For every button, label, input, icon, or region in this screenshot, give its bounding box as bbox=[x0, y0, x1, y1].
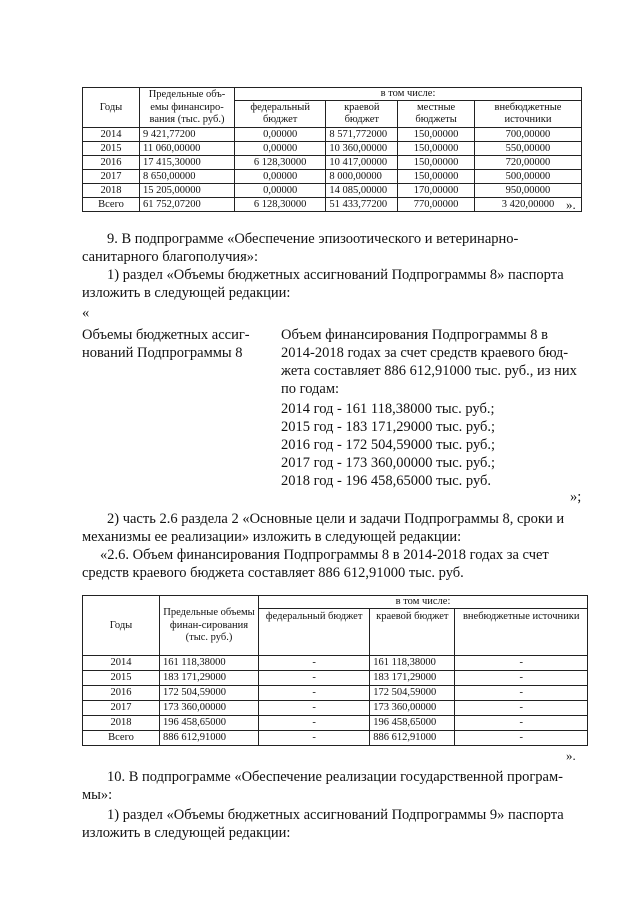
para-9-line2: санитарного благополучия»: bbox=[82, 249, 259, 265]
cell-year: 2014 bbox=[83, 128, 140, 142]
cell-value: 11 060,00000 bbox=[140, 142, 235, 156]
cell-value: 161 118,38000 bbox=[160, 656, 259, 671]
cell-value: 14 085,00000 bbox=[326, 184, 398, 198]
cell-value: 8 650,00000 bbox=[140, 170, 235, 184]
year-2014-amount: 2014 год - 161 118,38000 тыс. руб.; bbox=[281, 401, 495, 417]
para-2-line2: механизмы ее реализации» изложить в следующей редакции: bbox=[82, 529, 462, 545]
passport-label-line2: нований Подпрограммы 8 bbox=[82, 345, 243, 361]
table-row bbox=[83, 198, 582, 212]
year-2015-amount: 2015 год - 183 171,29000 тыс. руб.; bbox=[281, 419, 496, 435]
cell-value: 10 417,00000 bbox=[326, 156, 398, 170]
header-regional: краевой бюджет bbox=[326, 101, 398, 128]
table-row bbox=[83, 156, 582, 170]
table-row bbox=[83, 716, 588, 731]
cell-year: 2018 bbox=[83, 716, 160, 731]
table-row bbox=[83, 184, 582, 198]
financing-table-2 bbox=[82, 595, 588, 746]
cell-year: 2016 bbox=[83, 686, 160, 701]
cell-value: 8 571,772000 bbox=[326, 128, 398, 142]
cell-value: - bbox=[259, 731, 370, 746]
cell-year: 2018 bbox=[83, 184, 140, 198]
cell-value: 886 612,91000 bbox=[370, 731, 455, 746]
cell-year: 2015 bbox=[83, 671, 160, 686]
para-2-line1: 2) часть 2.6 раздела 2 «Основные цели и задачи Подпрограммы 8, сроки и bbox=[107, 511, 565, 527]
cell-value: 886 612,91000 bbox=[160, 731, 259, 746]
cell-year: 2017 bbox=[83, 170, 140, 184]
para-10-line4: изложить в следующей редакции: bbox=[82, 825, 291, 841]
table-row bbox=[83, 686, 588, 701]
header-extrabudget: внебюджетные источники bbox=[455, 609, 588, 656]
cell-value: - bbox=[455, 701, 588, 716]
cell-value: 700,00000 bbox=[474, 128, 581, 142]
year-2018-amount: 2018 год - 196 458,65000 тыс. руб. bbox=[281, 473, 492, 489]
cell-value: 6 128,30000 bbox=[235, 156, 326, 170]
passport-text-line1: Объем финансирования Подпрограммы 8 в bbox=[281, 327, 548, 343]
para-9-line4: изложить в следующей редакции: bbox=[82, 285, 291, 301]
cell-value: 0,00000 bbox=[235, 142, 326, 156]
passport-text-line4: по годам: bbox=[281, 381, 340, 397]
table-row bbox=[83, 731, 588, 746]
cell-value: 15 205,00000 bbox=[140, 184, 235, 198]
cell-year: 2014 bbox=[83, 656, 160, 671]
para-10-line3: 1) раздел «Объемы бюджетных ассигнований Подпрограммы 9» паспорта bbox=[107, 807, 564, 823]
cell-value: - bbox=[455, 686, 588, 701]
cell-value: - bbox=[455, 656, 588, 671]
cell-value: - bbox=[455, 671, 588, 686]
para-10-line1: 10. В подпрограмме «Обеспечение реализации государственной програм- bbox=[107, 769, 563, 785]
cell-value: 173 360,00000 bbox=[160, 701, 259, 716]
cell-year: Всего bbox=[83, 731, 160, 746]
cell-value: 150,00000 bbox=[398, 142, 475, 156]
header-year: Годы bbox=[83, 88, 140, 128]
cell-value: 950,00000 bbox=[474, 184, 581, 198]
para-2-line3: «2.6. Объем финансирования Подпрограммы 8 в 2014-2018 годах за счет bbox=[100, 547, 549, 563]
cell-value: - bbox=[259, 701, 370, 716]
cell-year: 2017 bbox=[83, 701, 160, 716]
table-row bbox=[83, 170, 582, 184]
para-2-line4: средств краевого бюджета составляет 886 612,91000 тыс. руб. bbox=[82, 565, 464, 581]
header-including: в том числе: bbox=[235, 88, 582, 101]
table-row bbox=[83, 142, 582, 156]
cell-value: 150,00000 bbox=[398, 156, 475, 170]
year-2017-amount: 2017 год - 173 360,00000 тыс. руб.; bbox=[281, 455, 496, 471]
cell-value: 3 420,00000 bbox=[474, 198, 581, 212]
cell-value: 720,00000 bbox=[474, 156, 581, 170]
cell-value: 17 415,30000 bbox=[140, 156, 235, 170]
header-extrabudget: внебюджетные источники bbox=[474, 101, 581, 128]
header-local: местные бюджеты bbox=[398, 101, 475, 128]
cell-value: 0,00000 bbox=[235, 170, 326, 184]
cell-value: 170,00000 bbox=[398, 184, 475, 198]
header-total: Предельные объ-емы финансиро-вания (тыс. руб.) bbox=[140, 88, 235, 128]
cell-value: 150,00000 bbox=[398, 128, 475, 142]
cell-value: 51 433,77200 bbox=[326, 198, 398, 212]
header-federal: федеральный бюджет bbox=[235, 101, 326, 128]
para-9-line1: 9. В подпрограмме «Обеспечение эпизоотического и ветеринарно- bbox=[107, 231, 519, 247]
passport-label-line1: Объемы бюджетных ассиг- bbox=[82, 327, 250, 343]
cell-year: 2015 bbox=[83, 142, 140, 156]
cell-value: - bbox=[259, 671, 370, 686]
cell-value: 172 504,59000 bbox=[160, 686, 259, 701]
cell-value: 9 421,77200 bbox=[140, 128, 235, 142]
cell-value: 61 752,07200 bbox=[140, 198, 235, 212]
cell-value: 0,00000 bbox=[235, 128, 326, 142]
table-row bbox=[83, 701, 588, 716]
open-quote: « bbox=[82, 305, 90, 321]
para-9-line3: 1) раздел «Объемы бюджетных ассигнований Подпрограммы 8» паспорта bbox=[107, 267, 564, 283]
cell-value: 550,00000 bbox=[474, 142, 581, 156]
cell-value: 10 360,00000 bbox=[326, 142, 398, 156]
para-10-line2: мы»: bbox=[82, 787, 113, 803]
cell-value: 173 360,00000 bbox=[370, 701, 455, 716]
header-year: Годы bbox=[83, 596, 160, 656]
cell-year: 2016 bbox=[83, 156, 140, 170]
header-including: в том числе: bbox=[259, 596, 588, 609]
cell-year: Всего bbox=[83, 198, 140, 212]
table-row bbox=[83, 656, 588, 671]
cell-value: 183 171,29000 bbox=[160, 671, 259, 686]
table-row bbox=[83, 671, 588, 686]
cell-value: 500,00000 bbox=[474, 170, 581, 184]
cell-value: - bbox=[259, 656, 370, 671]
header-total: Предельные объемы финан-сирования (тыс. руб.) bbox=[160, 596, 259, 656]
cell-value: 8 000,00000 bbox=[326, 170, 398, 184]
cell-value: 172 504,59000 bbox=[370, 686, 455, 701]
table2-close-quote: ». bbox=[566, 748, 576, 763]
cell-value: - bbox=[455, 716, 588, 731]
passport-text-line2: 2014-2018 годах за счет средств краевого бюд- bbox=[281, 345, 569, 361]
cell-value: 0,00000 bbox=[235, 184, 326, 198]
cell-value: 196 458,65000 bbox=[160, 716, 259, 731]
cell-value: - bbox=[455, 731, 588, 746]
cell-value: - bbox=[259, 716, 370, 731]
header-regional: краевой бюджет bbox=[370, 609, 455, 656]
passport-text-line3: жета составляет 886 612,91000 тыс. руб., из них bbox=[281, 363, 577, 379]
header-federal: федеральный бюджет bbox=[259, 609, 370, 656]
close-quote-2: »; bbox=[570, 489, 582, 505]
cell-value: 161 118,38000 bbox=[370, 656, 455, 671]
table-row bbox=[83, 128, 582, 142]
cell-value: 196 458,65000 bbox=[370, 716, 455, 731]
financing-table-1 bbox=[82, 87, 582, 212]
table1-close-quote: ». bbox=[566, 197, 576, 212]
year-2016-amount: 2016 год - 172 504,59000 тыс. руб.; bbox=[281, 437, 496, 453]
cell-value: 770,00000 bbox=[398, 198, 475, 212]
cell-value: 183 171,29000 bbox=[370, 671, 455, 686]
cell-value: 6 128,30000 bbox=[235, 198, 326, 212]
cell-value: 150,00000 bbox=[398, 170, 475, 184]
cell-value: - bbox=[259, 686, 370, 701]
